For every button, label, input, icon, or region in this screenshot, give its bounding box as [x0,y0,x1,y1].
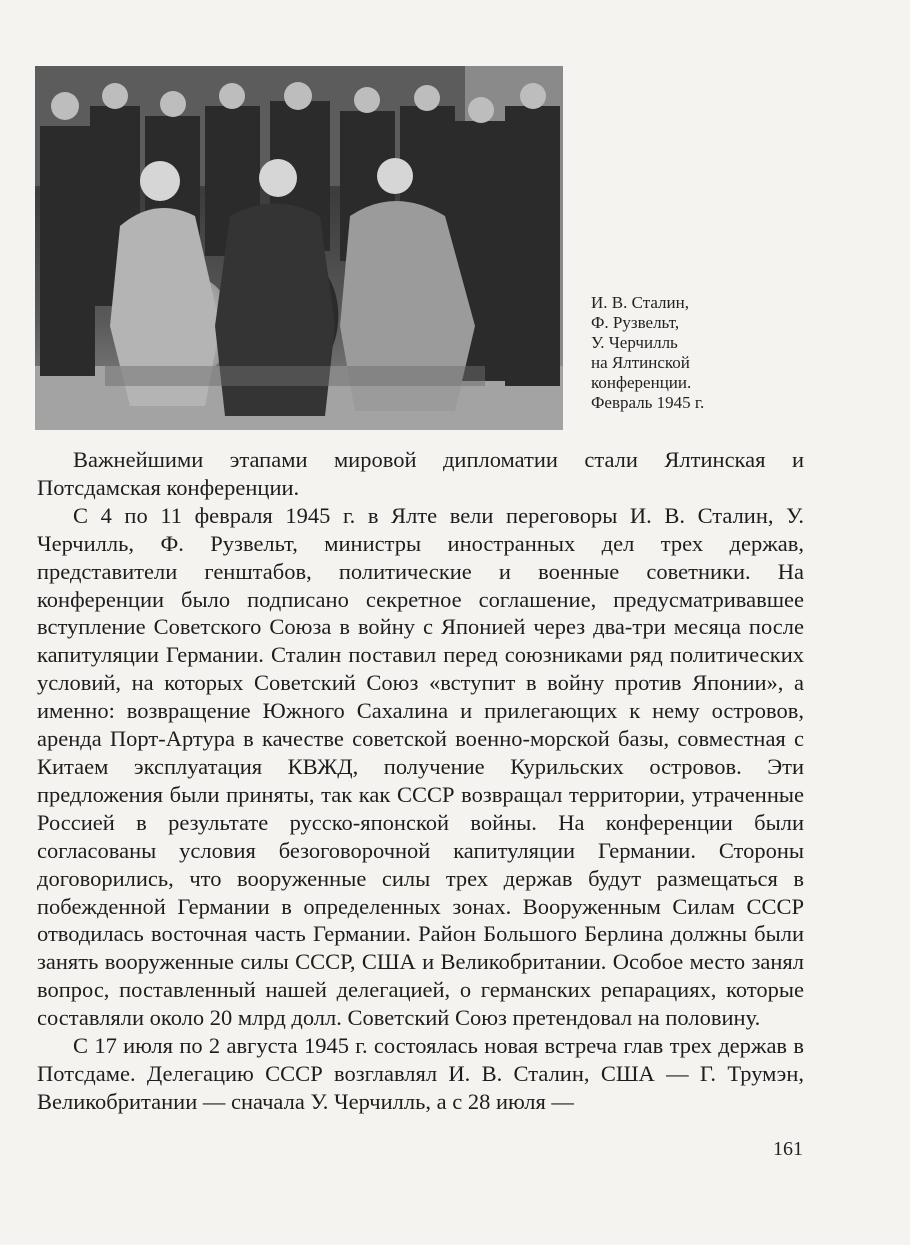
caption-line: Февраль 1945 г. [591,393,705,412]
photo-caption [591,293,791,413]
caption-line: Ф. Рузвельт, [591,313,680,332]
paragraph-potsdam: С 17 июля по 2 августа 1945 г. состоялась новая встреча глав трех держав в Потсдаме. Делегацию СССР возглавлял И. В. Сталин, США — Г. Трумэн, Великобритании — сначала У. Черчилль, а с 28 июля — [37,1033,804,1114]
yalta-conference-photo [35,66,563,430]
page-number: 161 [773,1138,803,1160]
body-text [37,446,804,1116]
caption-line: И. В. Сталин, [591,293,689,312]
paragraph-yalta: С 4 по 11 февраля 1945 г. в Ялте вели переговоры И. В. Сталин, У. Черчилль, Ф. Рузвельт, министры иностранных дел трех держав, представители генштабов, политические и военные советники. На конференции было подписано секретное соглашение, предусматривавшее вступление Советского Союза в войну с Японией через два-три месяца после капитуляции Германии. Сталин поставил перед союзниками ряд политических условий, на которых Советский Союз «вступит в войну против Японии», а именно: возвращение Южного Сахалина и прилегающих к нему островов, аренда Порт-Артура в качестве советской военно-морской базы, совместная с Китаем эксплуатация КВЖД, получение Курильских островов. Эти предложения были приняты, так как СССР возвращал территории, утраченные Россией в результате русско-японской войны. На конференции были согласованы условия безоговорочной капитуляции Германии. Стороны договорились, что вооруженные силы трех держав будут размещаться в побежденной Германии в определенных зонах. Вооруженным Силам СССР отводилась восточная часть Германии. Район Большого Берлина должны были занять вооруженные силы СССР, США и Великобритании. Особое место занял вопрос, поставленный нашей делегацией, о германских репарациях, которые составляли около 20 млрд долл. Советский Союз претендовал на половину. [37,502,804,1031]
caption-line: конференции. [591,373,692,392]
photo-illustration [35,66,563,430]
caption-line: на Ялтинской [591,353,690,372]
caption-line: У. Черчилль [591,333,678,352]
paragraph-intro: Важнейшими этапами мировой дипломатии стали Ялтинская и Потсдамская конференции. [37,447,804,500]
